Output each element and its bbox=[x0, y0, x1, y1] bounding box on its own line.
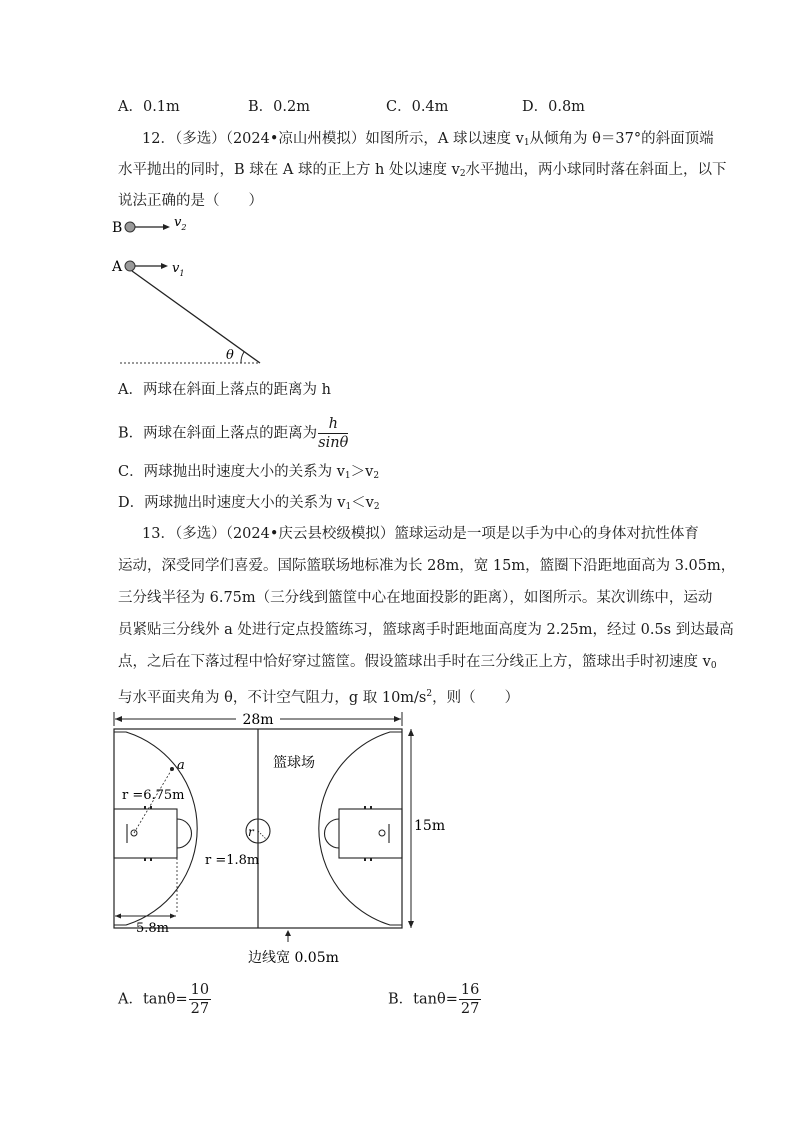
q12-text-1b: 从倾角为 θ＝37°的斜面顶端 bbox=[529, 131, 714, 147]
prev-option-a: A．0.1m bbox=[118, 99, 180, 115]
arrow-v1-head bbox=[161, 263, 168, 269]
width-arrow-top bbox=[408, 729, 414, 736]
q12-line-1 bbox=[142, 129, 714, 153]
arrow-v2-head bbox=[163, 224, 170, 230]
q13-text-6b: ，则（ ） bbox=[432, 690, 520, 706]
dim-arrow-left bbox=[115, 716, 122, 722]
q13-text-6a: 与水平面夹角为 θ，不计空气阻力，g 取 10m/s bbox=[118, 690, 427, 706]
q13-line-4: 员紧贴三分线外 a 处进行定点投篮练习，篮球离手时距地面高度为 2.25m，经过 0.5s 到达最高 bbox=[118, 622, 734, 638]
incline-line bbox=[132, 271, 260, 363]
q12-option-c bbox=[118, 462, 379, 486]
q13-source: （2024•庆云县校级模拟） bbox=[225, 526, 395, 542]
q12-text-2b: 水平抛出，两小球同时落在斜面上，以下 bbox=[465, 162, 727, 178]
q13-option-a bbox=[118, 981, 212, 1018]
q13-text-5: 点，之后在下落过程中恰好穿过篮筐。假设篮球出手时在三分线正上方，篮球出手时初速度 v bbox=[118, 654, 711, 670]
sub-2: 2 bbox=[373, 502, 380, 512]
sub-1: 1 bbox=[344, 471, 351, 481]
q12-text-1a: 如图所示，A 球以速度 v bbox=[365, 131, 524, 147]
left-hash-mark bbox=[144, 858, 146, 861]
fraction-numerator: 16 bbox=[460, 982, 480, 998]
left-key bbox=[114, 809, 177, 858]
center-r-label: r bbox=[248, 825, 254, 839]
label-v1: $v_1$ bbox=[172, 261, 185, 278]
theta-arc bbox=[241, 352, 244, 363]
ball-b bbox=[125, 222, 135, 232]
q12-source: （2024•凉山州模拟） bbox=[225, 131, 366, 147]
prev-option-b: B．0.2m bbox=[248, 99, 310, 115]
basketball-court-figure bbox=[108, 706, 448, 968]
q13-option-b-prefix: B．tanθ= bbox=[388, 991, 458, 1008]
q12-option-b-prefix: B．两球在斜面上落点的距离为 bbox=[118, 425, 318, 442]
three-point-radius-label: r =6.75m bbox=[122, 788, 185, 803]
right-hash-mark bbox=[364, 858, 366, 861]
sub-2: 2 bbox=[373, 471, 380, 481]
q12-option-b-fraction bbox=[318, 415, 348, 452]
length-label: 28m bbox=[242, 712, 274, 728]
label-v2: $v_2$ bbox=[174, 215, 187, 232]
q12-text-2a: 水平抛出的同时，B 球在 A 球的正上方 h 处以速度 v bbox=[118, 162, 460, 178]
width-arrow-bottom bbox=[408, 921, 414, 928]
q12-option-c-rel: ＞v bbox=[350, 464, 374, 480]
q12-option-c-text: C．两球抛出时速度大小的关系为 v bbox=[118, 464, 345, 480]
court-label: 篮球场 bbox=[273, 755, 315, 771]
fraction-numerator: h bbox=[318, 415, 348, 434]
q13-line-3: 三分线半径为 6.75m（三分线到篮筐中心在地面投影的距离），如图所示。某次训练中，运动 bbox=[118, 590, 713, 606]
left-hash-mark bbox=[144, 806, 146, 809]
fraction-denominator: sinθ bbox=[318, 435, 349, 451]
right-hash-mark bbox=[364, 806, 366, 809]
right-hoop bbox=[379, 830, 385, 836]
sub-1: 1 bbox=[345, 502, 352, 512]
sideline-label: 边线宽 0.05m bbox=[248, 950, 339, 966]
left-hash-mark bbox=[150, 806, 152, 809]
width-label: 15m bbox=[414, 818, 446, 834]
fraction-denominator: 27 bbox=[460, 1001, 480, 1017]
left-free-throw-arc bbox=[177, 819, 192, 848]
ball-a bbox=[125, 261, 135, 271]
right-hash-mark bbox=[370, 806, 372, 809]
q12-number: 12． bbox=[142, 131, 175, 147]
label-b: B bbox=[112, 220, 123, 236]
point-a-marker bbox=[170, 767, 174, 771]
q13-line-5 bbox=[118, 652, 717, 676]
q12-option-b bbox=[118, 415, 349, 452]
q12-sub-1: 1 bbox=[523, 138, 530, 148]
q13-number: 13． bbox=[142, 526, 175, 542]
sideline-pointer-head bbox=[285, 930, 291, 936]
q12-line-3: 说法正确的是（ ） bbox=[118, 193, 263, 209]
q13-text-1: 篮球运动是一项是以手为中心的身体对抗性体育 bbox=[394, 526, 699, 542]
q13-option-b bbox=[388, 981, 482, 1018]
incline-figure bbox=[108, 212, 278, 372]
q12-option-a: A．两球在斜面上落点的距离为 h bbox=[118, 382, 331, 398]
left-hash-mark bbox=[150, 858, 152, 861]
right-free-throw-arc bbox=[325, 819, 340, 848]
fraction-denominator: 27 bbox=[190, 1001, 210, 1017]
center-radius-line bbox=[258, 831, 266, 839]
q13-line-2: 运动，深受同学们喜爱。国际篮联场地标准为长 28m，宽 15m，篮圈下沿距地面高为 3.05m， bbox=[118, 558, 736, 574]
q13-line-1 bbox=[142, 524, 699, 544]
prev-option-c: C．0.4m bbox=[386, 99, 449, 115]
q12-tag: （多选） bbox=[174, 131, 226, 147]
dist-arrow-left bbox=[115, 914, 121, 919]
fraction-numerator: 10 bbox=[190, 982, 210, 998]
q12-sub-2: 2 bbox=[459, 169, 466, 179]
q13-option-b-fraction bbox=[459, 981, 481, 1018]
sup-2: 2 bbox=[426, 689, 433, 699]
q12-option-d-rel: ＜v bbox=[351, 495, 374, 511]
dist-arrow-right bbox=[170, 914, 176, 919]
q12-line-2 bbox=[118, 160, 727, 184]
label-a: A bbox=[112, 259, 123, 275]
q13-tag: （多选） bbox=[174, 526, 226, 542]
label-theta: θ bbox=[226, 348, 234, 363]
q12-option-d bbox=[118, 493, 380, 517]
q13-option-a-fraction bbox=[189, 981, 211, 1018]
sub-0: 0 bbox=[710, 661, 717, 671]
right-hash-mark bbox=[370, 858, 372, 861]
point-a-label: a bbox=[177, 758, 185, 773]
q12-option-d-text: D．两球抛出时速度大小的关系为 v bbox=[118, 495, 346, 511]
center-radius-label: r =1.8m bbox=[205, 853, 260, 868]
dist-label: 5.8m bbox=[136, 921, 170, 936]
right-key bbox=[339, 809, 402, 858]
q13-line-6 bbox=[118, 684, 519, 708]
q13-option-a-prefix: A．tanθ= bbox=[118, 991, 188, 1008]
dim-arrow-right bbox=[394, 716, 401, 722]
prev-option-d: D．0.8m bbox=[522, 99, 585, 115]
